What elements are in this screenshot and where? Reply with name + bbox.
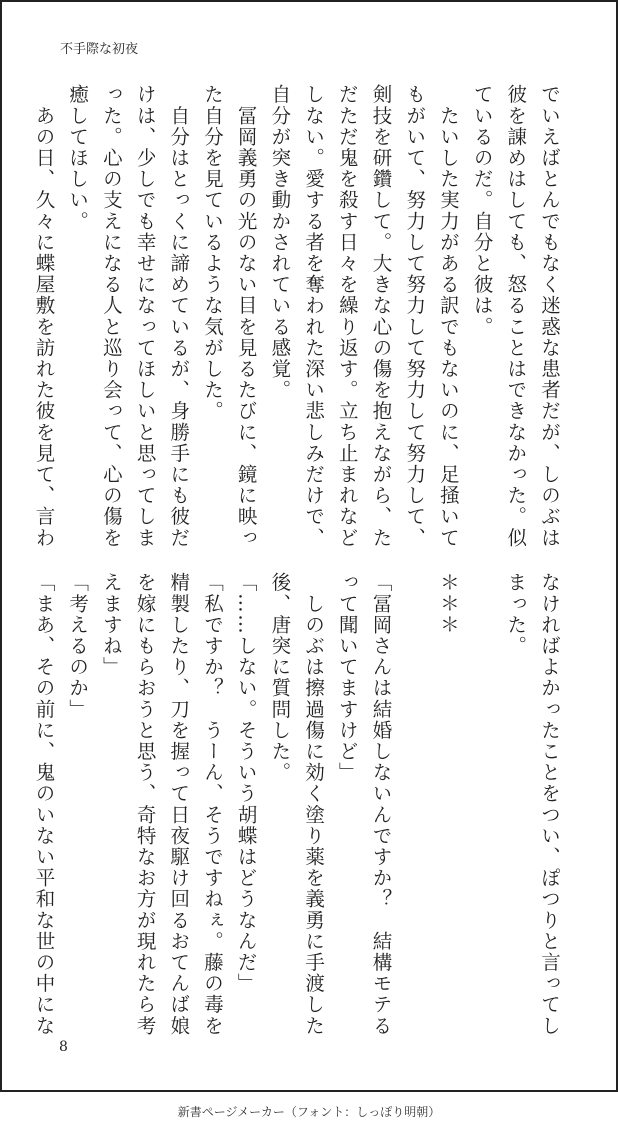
text-line: まった。 bbox=[504, 572, 528, 657]
text-line: 「私ですか？ うーん、そうですねぇ。藤の毒を bbox=[200, 572, 224, 1037]
text-line: を嫁にもらおうと思う、奇特なお方が現れたら考 bbox=[133, 572, 157, 1037]
text-line: なければよかったことをつい、ぽつりと言ってし bbox=[538, 572, 561, 1037]
text-line: 剣技を研鑽して。大きな心の傷を抱えながら、た bbox=[369, 84, 393, 549]
text-block-lower bbox=[32, 572, 566, 1037]
text-line: 「……しない。そういう胡蝶はどうなんだ」 bbox=[234, 572, 258, 994]
text-line: たいした実力がある訳でもないのに、足掻いて bbox=[436, 84, 460, 549]
text-line: けは、少しでも幸せになってほしいと思ってしま bbox=[133, 84, 157, 549]
text-line: 後、唐突に質問した。 bbox=[268, 572, 292, 783]
text-line: しない。愛する者を奪われた深い悲しみだけで、 bbox=[302, 84, 326, 549]
text-line bbox=[397, 572, 431, 1002]
text-line: もがいて、努力して努力して努力して努力して、 bbox=[403, 84, 427, 549]
text-line: だただ鬼を殺す日々を繰り返す。立ち止まれなど bbox=[335, 84, 359, 549]
text-line: えますね」 bbox=[99, 572, 123, 678]
text-line: 精製したり、刀を握って日夜駆け回るおてんば娘 bbox=[167, 572, 191, 1037]
text-line: 自分はとっくに諦めているが、身勝手にも彼だ bbox=[167, 84, 191, 549]
text-line: あの日、久々に蝶屋敷を訪れた彼を見て、言わ bbox=[32, 84, 56, 549]
text-line: でいえばとんでもなく迷惑な患者だが、しのぶは bbox=[538, 84, 561, 549]
text-line: 「考えるのか」 bbox=[66, 572, 90, 720]
generator-credit: 新書ページメーカー（フォント：しっぽり明朝） bbox=[177, 1105, 441, 1119]
text-line: 「まあ、その前に、鬼のいない平和な世の中にな bbox=[32, 572, 56, 1037]
text-line: 「冨岡さんは結婚しないんですか？ 結構モテる bbox=[369, 572, 393, 1037]
text-line: って聞いてますけど」 bbox=[335, 572, 359, 783]
text-line: ているのだ。自分と彼は。 bbox=[470, 84, 494, 338]
text-line: た自分を見ているような気がした。 bbox=[200, 84, 224, 422]
text-line: 自分が突き動かされている感覚。 bbox=[268, 84, 292, 401]
text-line: しのぶは擦過傷に効く塗り薬を義勇に手渡した bbox=[302, 572, 326, 1037]
text-line: ＊＊＊ bbox=[436, 572, 460, 636]
text-line: 癒してほしい。 bbox=[66, 84, 90, 232]
text-block-upper bbox=[32, 84, 566, 549]
page-number: 8 bbox=[59, 1039, 68, 1055]
text-line: った。心の支えになる人と巡り会って、心の傷を bbox=[99, 84, 123, 549]
text-line bbox=[465, 572, 499, 1002]
text-line: 彼を諌めはしても、怒ることはできなかった。似 bbox=[504, 84, 528, 549]
text-line: 冨岡義勇の光のない目を見るたびに、鏡に映っ bbox=[234, 84, 258, 549]
running-title: 不手際な初夜 bbox=[60, 42, 139, 57]
